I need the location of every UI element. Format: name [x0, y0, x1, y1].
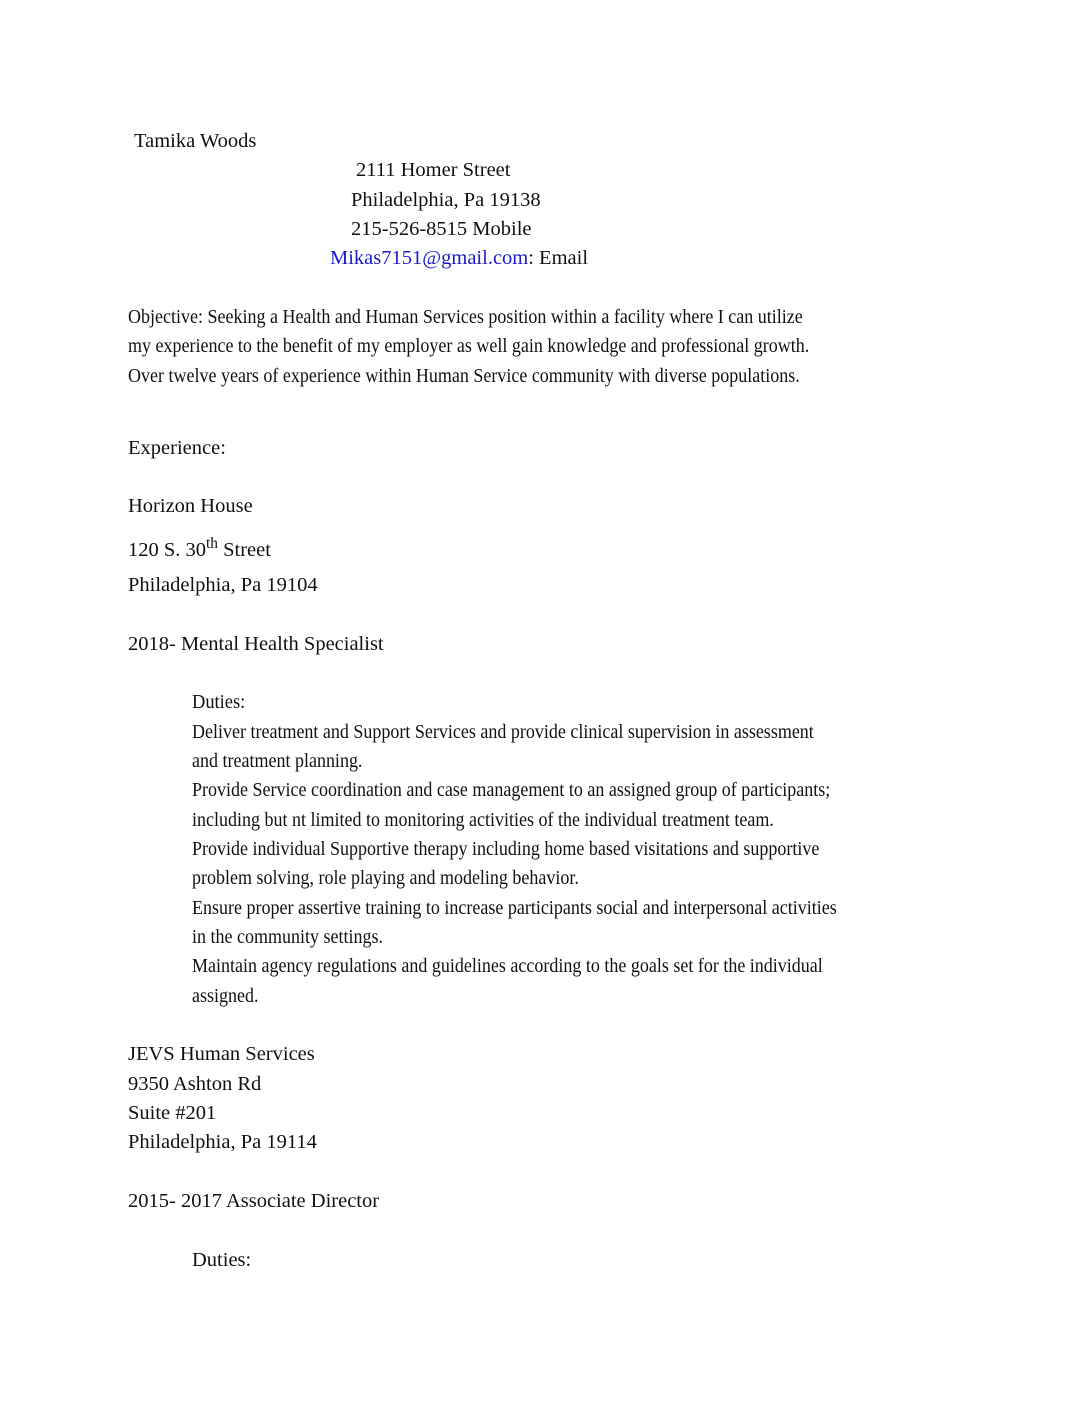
job-2-address-line-1: 9350 Ashton Rd	[128, 1073, 262, 1095]
job-1-duty-line	[192, 751, 386, 772]
email-line	[330, 248, 588, 269]
job-1-duty-line	[192, 868, 633, 889]
job-1-duty-line	[192, 956, 910, 977]
objective-text: Over twelve years of experience within Human Service community with diverse populations.	[128, 365, 800, 387]
ordinal-suffix: th	[206, 534, 218, 552]
duty-text: Ensure proper assertive training to increase participants social and interpersonal activities	[192, 897, 837, 919]
duty-text: in the community settings.	[192, 926, 383, 948]
job-1-employer: Horizon House	[128, 495, 253, 517]
duty-text: Provide individual Supportive therapy including home based visitations and supportive	[192, 838, 820, 860]
job-2-city: Philadelphia, Pa 19114	[128, 1131, 317, 1153]
job-2-duties-label: Duties:	[192, 1249, 252, 1271]
experience-heading: Experience:	[128, 437, 226, 459]
job-1-duty-line	[192, 810, 855, 831]
duty-text: and treatment planning.	[192, 750, 363, 772]
duty-text: Provide Service coordination and case management to an assigned group of participants;	[192, 779, 831, 801]
applicant-name: Tamika Woods	[134, 130, 257, 152]
job-1-address-street: Street	[217, 539, 271, 561]
job-1-duty-line	[192, 839, 907, 860]
duty-text: problem solving, role playing and modeling behavior.	[192, 867, 579, 889]
duty-text: assigned.	[192, 985, 259, 1007]
job-1-address	[128, 534, 271, 561]
job-2-address-line-2: Suite #201	[128, 1102, 217, 1124]
duty-text: Deliver treatment and Support Services and provide clinical supervision in assessment	[192, 721, 814, 743]
job-1-duty-line	[192, 986, 268, 1007]
job-1-duty-line	[192, 722, 900, 743]
job-1-address-number: 120 S. 30	[128, 539, 207, 561]
job-1-duty-line	[192, 898, 926, 919]
objective-line-2	[128, 336, 904, 357]
job-1-duties-label	[192, 692, 251, 713]
job-1-duty-line	[192, 927, 410, 948]
email-link[interactable]: Mikas7151@gmail.com	[330, 247, 529, 269]
phone-number: 215-526-8515 Mobile	[351, 218, 532, 240]
objective-text: my experience to the benefit of my employer as well gain knowledge and professional growth.	[128, 335, 810, 357]
duty-text: Maintain agency regulations and guidelines according to the goals set for the individual	[192, 955, 823, 977]
duty-text: including but nt limited to monitoring activities of the individual treatment team.	[192, 809, 774, 831]
job-1-city: Philadelphia, Pa 19104	[128, 574, 318, 596]
street-address: 2111 Homer Street	[356, 159, 511, 181]
objective-line-3	[128, 366, 893, 387]
job-2-employer: JEVS Human Services	[128, 1043, 315, 1065]
objective-text: Objective: Seeking a Health and Human Services position within a facility where I can utilize	[128, 306, 803, 328]
job-2-title: 2015- 2017 Associate Director	[128, 1190, 380, 1212]
job-1-duty-line	[192, 780, 919, 801]
duties-label-text: Duties:	[192, 691, 246, 713]
job-1-title: 2018- Mental Health Specialist	[128, 633, 384, 655]
email-suffix: : Email	[528, 247, 589, 269]
objective-line-1	[128, 307, 897, 328]
city-state-zip: Philadelphia, Pa 19138	[351, 189, 541, 211]
